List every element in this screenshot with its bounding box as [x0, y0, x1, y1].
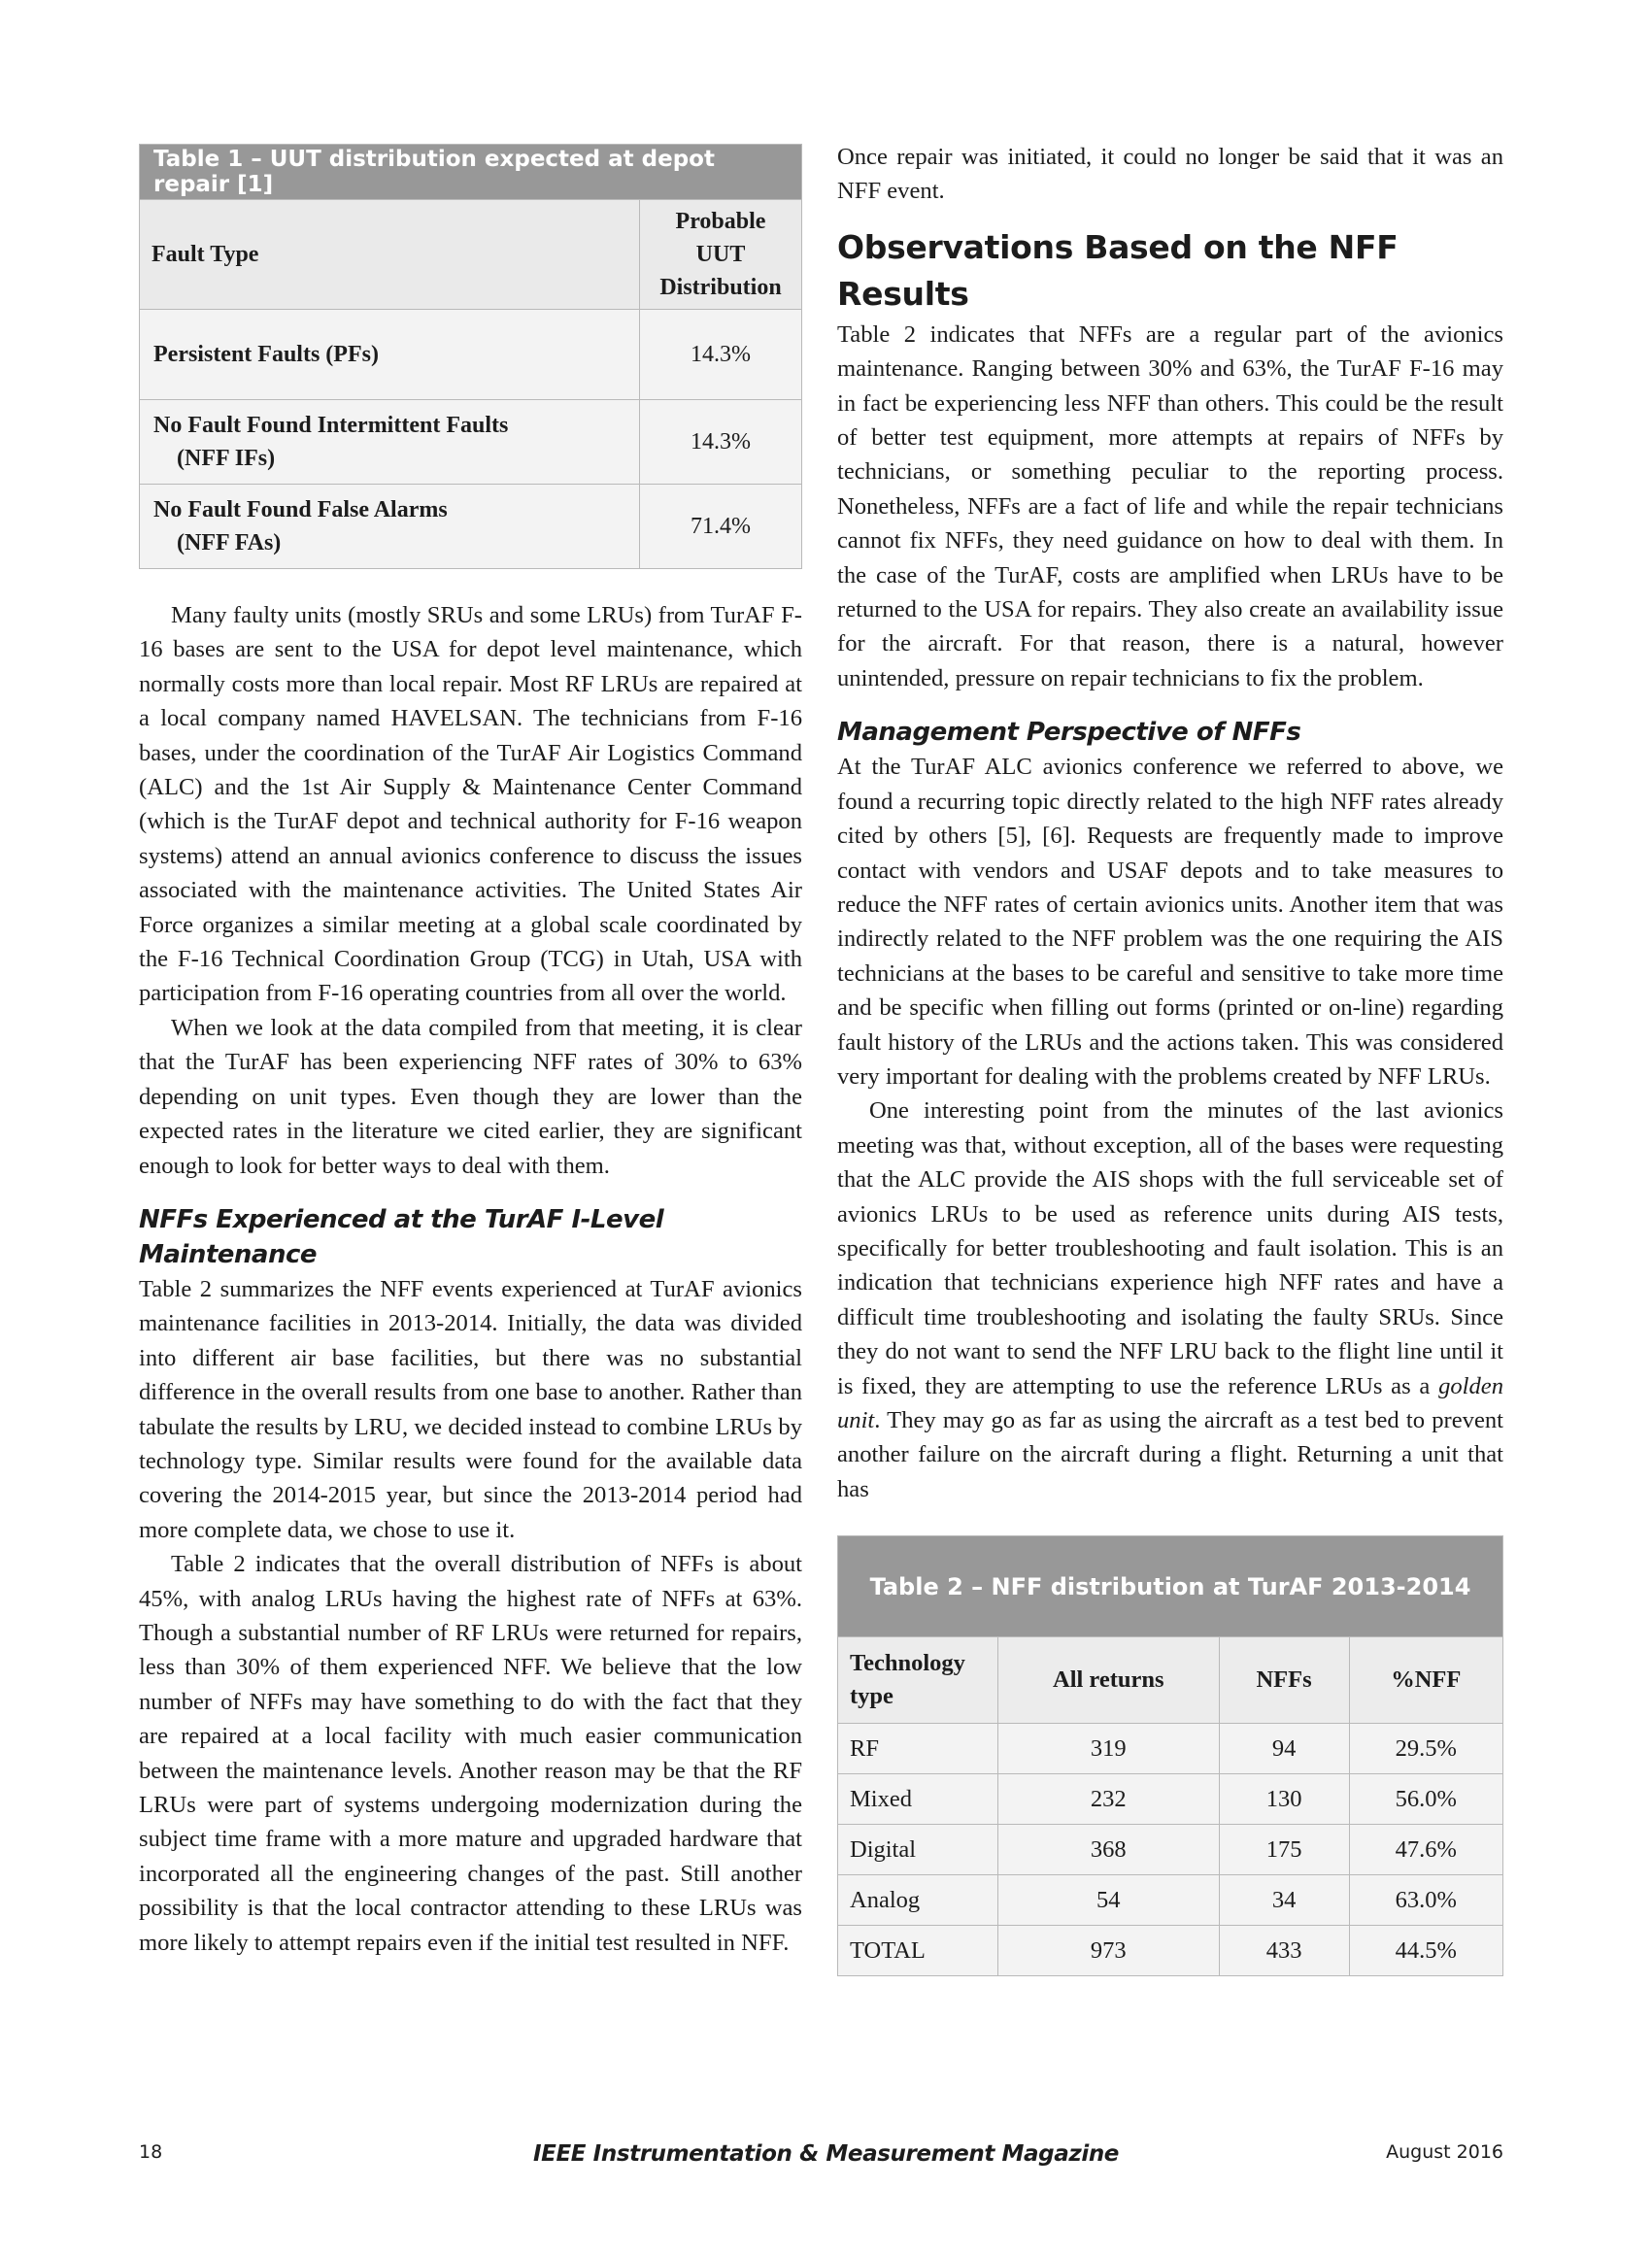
- italic-term: golden unit: [837, 1372, 1503, 1433]
- paragraph: [837, 1094, 1503, 1506]
- all-returns-cell: 54: [998, 1875, 1220, 1926]
- table-row: [838, 1926, 1503, 1976]
- type-cell: Analog: [838, 1875, 998, 1926]
- section-subheading: Management Perspective of NFFs: [837, 718, 1301, 748]
- table-row: [838, 1774, 1503, 1825]
- table-2: [837, 1535, 1503, 1976]
- cell-text: (NFF FAs): [177, 530, 282, 555]
- table-1-caption: Table 1 – UUT distribution expected at depot repair [1]: [140, 145, 802, 200]
- cell-text: (NFF IFs): [177, 446, 276, 471]
- table-row: [838, 1825, 1503, 1875]
- type-cell: TOTAL: [838, 1926, 998, 1976]
- all-returns-cell: 973: [998, 1926, 1220, 1976]
- pct-nff-cell: 56.0%: [1349, 1774, 1502, 1825]
- header-text: Fault Type: [152, 241, 259, 267]
- pct-nff-cell: 29.5%: [1349, 1724, 1502, 1774]
- header-text: Probable UUT: [675, 209, 766, 267]
- header-pct-nff: %NFF: [1349, 1637, 1502, 1724]
- nffs-cell: 94: [1219, 1724, 1349, 1774]
- section-heading: Observations Based on the NFF Results: [837, 227, 1399, 313]
- nffs-cell: 175: [1219, 1825, 1349, 1875]
- paragraph: Table 2 summarizes the NFF events experienced at TurAF avionics maintenance facilities in 2013-2014. Initially, the data was divided into different air base facilities, but there was no substantial difference in the overall results from one base to another. Rather than tabulate the results by LRU, we decided instead to combine LRUs by technology type. Similar results were found for the available data covering the 2014-2015 year, but since the 2013-2014 period had more complete data, we chose to use it.: [139, 1275, 802, 1543]
- right-column: [837, 144, 1503, 1976]
- paragraph: When we look at the data compiled from that meeting, it is clear that the TurAF has been experiencing NFF rates of 30% to 63% depending on unit types. Even though they are lower than the expected rates in the literature we cited earlier, they are significant enough to look for better ways to deal with them.: [139, 1014, 802, 1179]
- pct-nff-cell: 44.5%: [1349, 1926, 1502, 1976]
- paragraph: Many faulty units (mostly SRUs and some LRUs) from TurAF F-16 bases are sent to the USA for depot level maintenance, which normally costs more than local repair. Most RF LRUs are repaired at a local company named HAVELSAN. The technicians from F-16 bases, under the coordination of the TurAF Air Logistics Command (ALC) and the 1st Air Supply & Maintenance Center Command (which is the TurAF depot and technical authority for F-16 weapon systems) attend an annual avionics conference to discuss the issues associated with the maintenance activities. The United States Air Force organizes a similar meeting at a global scale coordinated by the F-16 Technical Coordination Group (TCG) in Utah, USA with participation from F-16 operating countries from all over the world.: [139, 602, 802, 1007]
- pct-nff-cell: 63.0%: [1349, 1875, 1502, 1926]
- type-cell: Mixed: [838, 1774, 998, 1825]
- distribution-cell: 71.4%: [640, 485, 802, 569]
- fault-type-cell: [140, 310, 640, 400]
- paragraph: Table 2 indicates that the overall distribution of NFFs is about 45%, with analog LRUs having the highest rate of NFFs at 63%. Though a substantial number of RF LRUs were returned for repairs, less than 30% of them experienced NFF. We believe that the low number of NFFs may have something to do with the fact that they are repaired at a local facility with much easier communication between the maintenance levels. Another reason may be that the RF LRUs were part of systems undergoing modernization during the subject time frame with a more mature and upgraded hardware that incorporated all the engineering changes of the past. Still another possibility is that the local contractor attending to these LRUs was more likely to attempt repairs even if the initial test resulted in NFF.: [139, 1551, 802, 1956]
- cell-text: No Fault Found False Alarms: [153, 497, 448, 522]
- table-2-caption: Table 2 – NFF distribution at TurAF 2013-2014: [838, 1536, 1503, 1637]
- header-text: Technology: [850, 1650, 965, 1677]
- all-returns-cell: 319: [998, 1724, 1220, 1774]
- table-1: [139, 144, 802, 569]
- distribution-cell: 14.3%: [640, 400, 802, 485]
- paragraph: Once repair was initiated, it could no longer be said that it was an NFF event.: [837, 144, 1503, 205]
- text-run: One interesting point from the minutes of the last avionics meeting was that, without exception, all of the bases were requesting that the ALC provide the AIS shops with the full serviceable set of avionics LRUs to be used as reference units during AIS tests, specifically for better troubleshooting and fault isolation. This is an indication that technicians experience high NFF rates and have a difficult time troubleshooting and isolating the faulty SRUs. Since they do not want to send the NFF LRU back to the flight line until it is fixed, they are attempting to use the reference LRUs as a: [837, 1097, 1503, 1399]
- paragraph: Table 2 indicates that NFFs are a regular part of the avionics maintenance. Ranging between 30% and 63%, the TurAF F-16 may in fact be experiencing less NFF than others. This could be the result of better test equipment, more attempts at repairs of NFFs by technicians, or something peculiar to the reporting process. Nonetheless, NFFs are a fact of life and while the repair technicians cannot fix NFFs, they need guidance on how to deal with them. In the case of the TurAF, costs are amplified when LRUs have to be returned to the USA for repairs. They also create an availability issue for the aircraft. For that reason, there is a natural, however unintended, pressure on repair technicians to fix the problem.: [837, 320, 1503, 691]
- type-cell: RF: [838, 1724, 998, 1774]
- distribution-cell: 14.3%: [640, 310, 802, 400]
- page-footer: [0, 2141, 1652, 2171]
- issue-date: August 2016: [1386, 2141, 1503, 2163]
- paragraph: At the TurAF ALC avionics conference we referred to above, we found a recurring topic directly related to the high NFF rates already cited by others [5], [6]. Requests are frequently made to improve contact with vendors and USAF depots and to take measures to reduce the NFF rates of certain avionics units. Another item that was indirectly related to the NFF problem was the one requiring the AIS technicians at the bases to be careful and sensitive to take more time and be specific when filling out forms (printed or on-line) regarding fault history of the LRUs and the actions taken. This was considered very important for dealing with the problems created by NFF LRUs.: [837, 754, 1503, 1090]
- all-returns-cell: 368: [998, 1825, 1220, 1875]
- header-text: type: [850, 1683, 893, 1710]
- table-row: [140, 485, 802, 569]
- table-row: [140, 400, 802, 485]
- type-cell: Digital: [838, 1825, 998, 1875]
- table-1-header-fault-type: [140, 200, 640, 310]
- table-row: [838, 1875, 1503, 1926]
- nffs-cell: 130: [1219, 1774, 1349, 1825]
- header-text: Distribution: [659, 275, 782, 300]
- cell-text: No Fault Found Intermittent Faults: [153, 413, 509, 438]
- cell-text: Persistent Faults (PFs): [153, 342, 379, 367]
- header-technology-type: [838, 1637, 998, 1724]
- header-nffs: NFFs: [1219, 1637, 1349, 1724]
- table-1-header-distribution: [640, 200, 802, 310]
- table-row: [838, 1724, 1503, 1774]
- left-column: [139, 144, 802, 1960]
- all-returns-cell: 232: [998, 1774, 1220, 1825]
- table-row: [140, 310, 802, 400]
- header-all-returns: All returns: [998, 1637, 1220, 1724]
- pct-nff-cell: 47.6%: [1349, 1825, 1502, 1875]
- magazine-title: IEEE Instrumentation & Measurement Magazine: [532, 2141, 1119, 2167]
- nffs-cell: 433: [1219, 1926, 1349, 1976]
- fault-type-cell: [140, 400, 640, 485]
- page-number: 18: [139, 2141, 163, 2163]
- section-subheading: NFFs Experienced at the TurAF I-Level Maintenance: [139, 1204, 664, 1269]
- text-run: . They may go as far as using the aircraft as a test bed to prevent another failure on the aircraft during a flight. Returning a unit that has: [837, 1407, 1503, 1502]
- nffs-cell: 34: [1219, 1875, 1349, 1926]
- fault-type-cell: [140, 485, 640, 569]
